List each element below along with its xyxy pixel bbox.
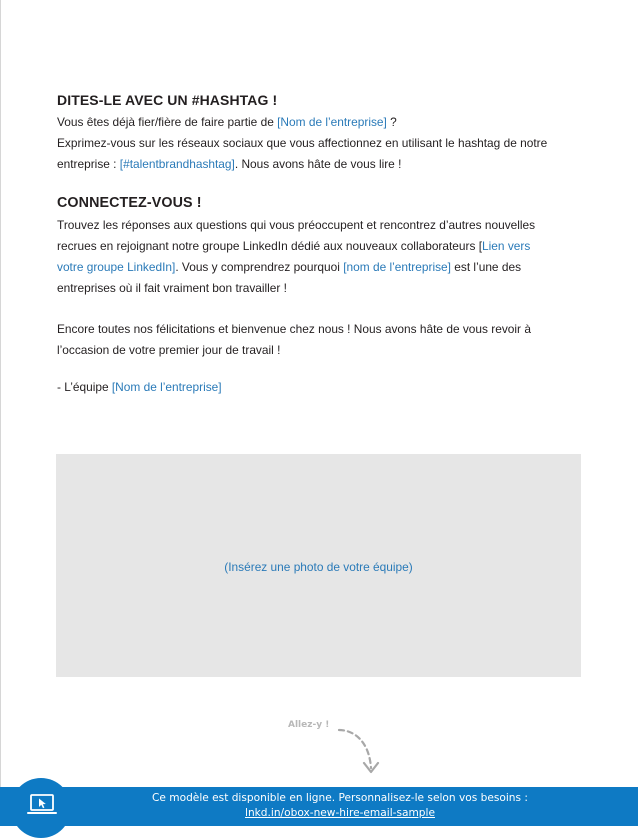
hashtag-section	[57, 92, 587, 175]
footer-line: Ce modèle est disponible en ligne. Personnalisez-le selon vos besoins :	[152, 792, 528, 804]
connect-heading: CONNECTEZ-VOUS !	[57, 195, 202, 211]
go-ahead-label: Allez-y !	[288, 720, 330, 730]
team-photo-caption: (Insérez une photo de votre équipe)	[224, 559, 413, 574]
linkedin-group-placeholder-start: Lien vers	[482, 239, 531, 253]
hashtag-heading: DITES-LE AVEC UN #HASHTAG !	[57, 92, 278, 108]
hashtag-line-2: Exprimez-vous sur les réseaux sociaux que vous affectionnez en utilisant le hashtag de notre	[57, 136, 548, 150]
email-body	[57, 92, 587, 398]
hashtag-placeholder: [#talentbrandhashtag]	[119, 157, 235, 171]
signature-company-placeholder: [Nom de l’entreprise]	[111, 380, 222, 394]
closing-line-2: l’occasion de votre premier jour de travail !	[57, 343, 281, 357]
closing-line-1: Encore toutes nos félicitations et bienvenue chez nous ! Nous avons hâte de vous revoir à	[57, 322, 531, 336]
connect-line-1: Trouvez les réponses aux questions qui vous préoccupent et rencontrez d’autres nouvelles	[57, 218, 536, 232]
page-edge	[0, 0, 1, 826]
dashed-arrow-icon	[335, 724, 385, 779]
linkedin-group-placeholder-end: votre groupe LinkedIn]	[57, 260, 176, 274]
hashtag-line-3: entreprise : [#talentbrandhashtag]. Nous avons hâte de vous lire !	[57, 157, 402, 171]
company-name-placeholder: [Nom de l’entreprise]	[277, 115, 387, 129]
connect-line-3: votre groupe LinkedIn]. Vous y comprendrez pourquoi [nom de l’entreprise] est l’une des	[57, 260, 522, 274]
connect-line-2: recrues en rejoignant notre groupe LinkedIn dédié aux nouveaux collaborateurs [Lien vers	[57, 239, 531, 253]
connect-line-4: entreprises où il fait vraiment bon travailler !	[57, 281, 287, 295]
footer-link[interactable]: lnkd.in/obox-new-hire-email-sample	[245, 807, 435, 819]
signature: - L’équipe [Nom de l’entreprise]	[57, 380, 222, 394]
connect-section	[57, 195, 587, 299]
company-name-placeholder-2: [nom de l’entreprise]	[343, 260, 451, 274]
team-photo-placeholder	[56, 454, 581, 677]
hashtag-line-1: Vous êtes déjà fier/fière de faire partie de [Nom de l’entreprise] ?	[57, 115, 397, 129]
closing-paragraph	[57, 319, 587, 361]
footer-message	[100, 791, 580, 821]
laptop-cursor-icon	[27, 793, 57, 817]
